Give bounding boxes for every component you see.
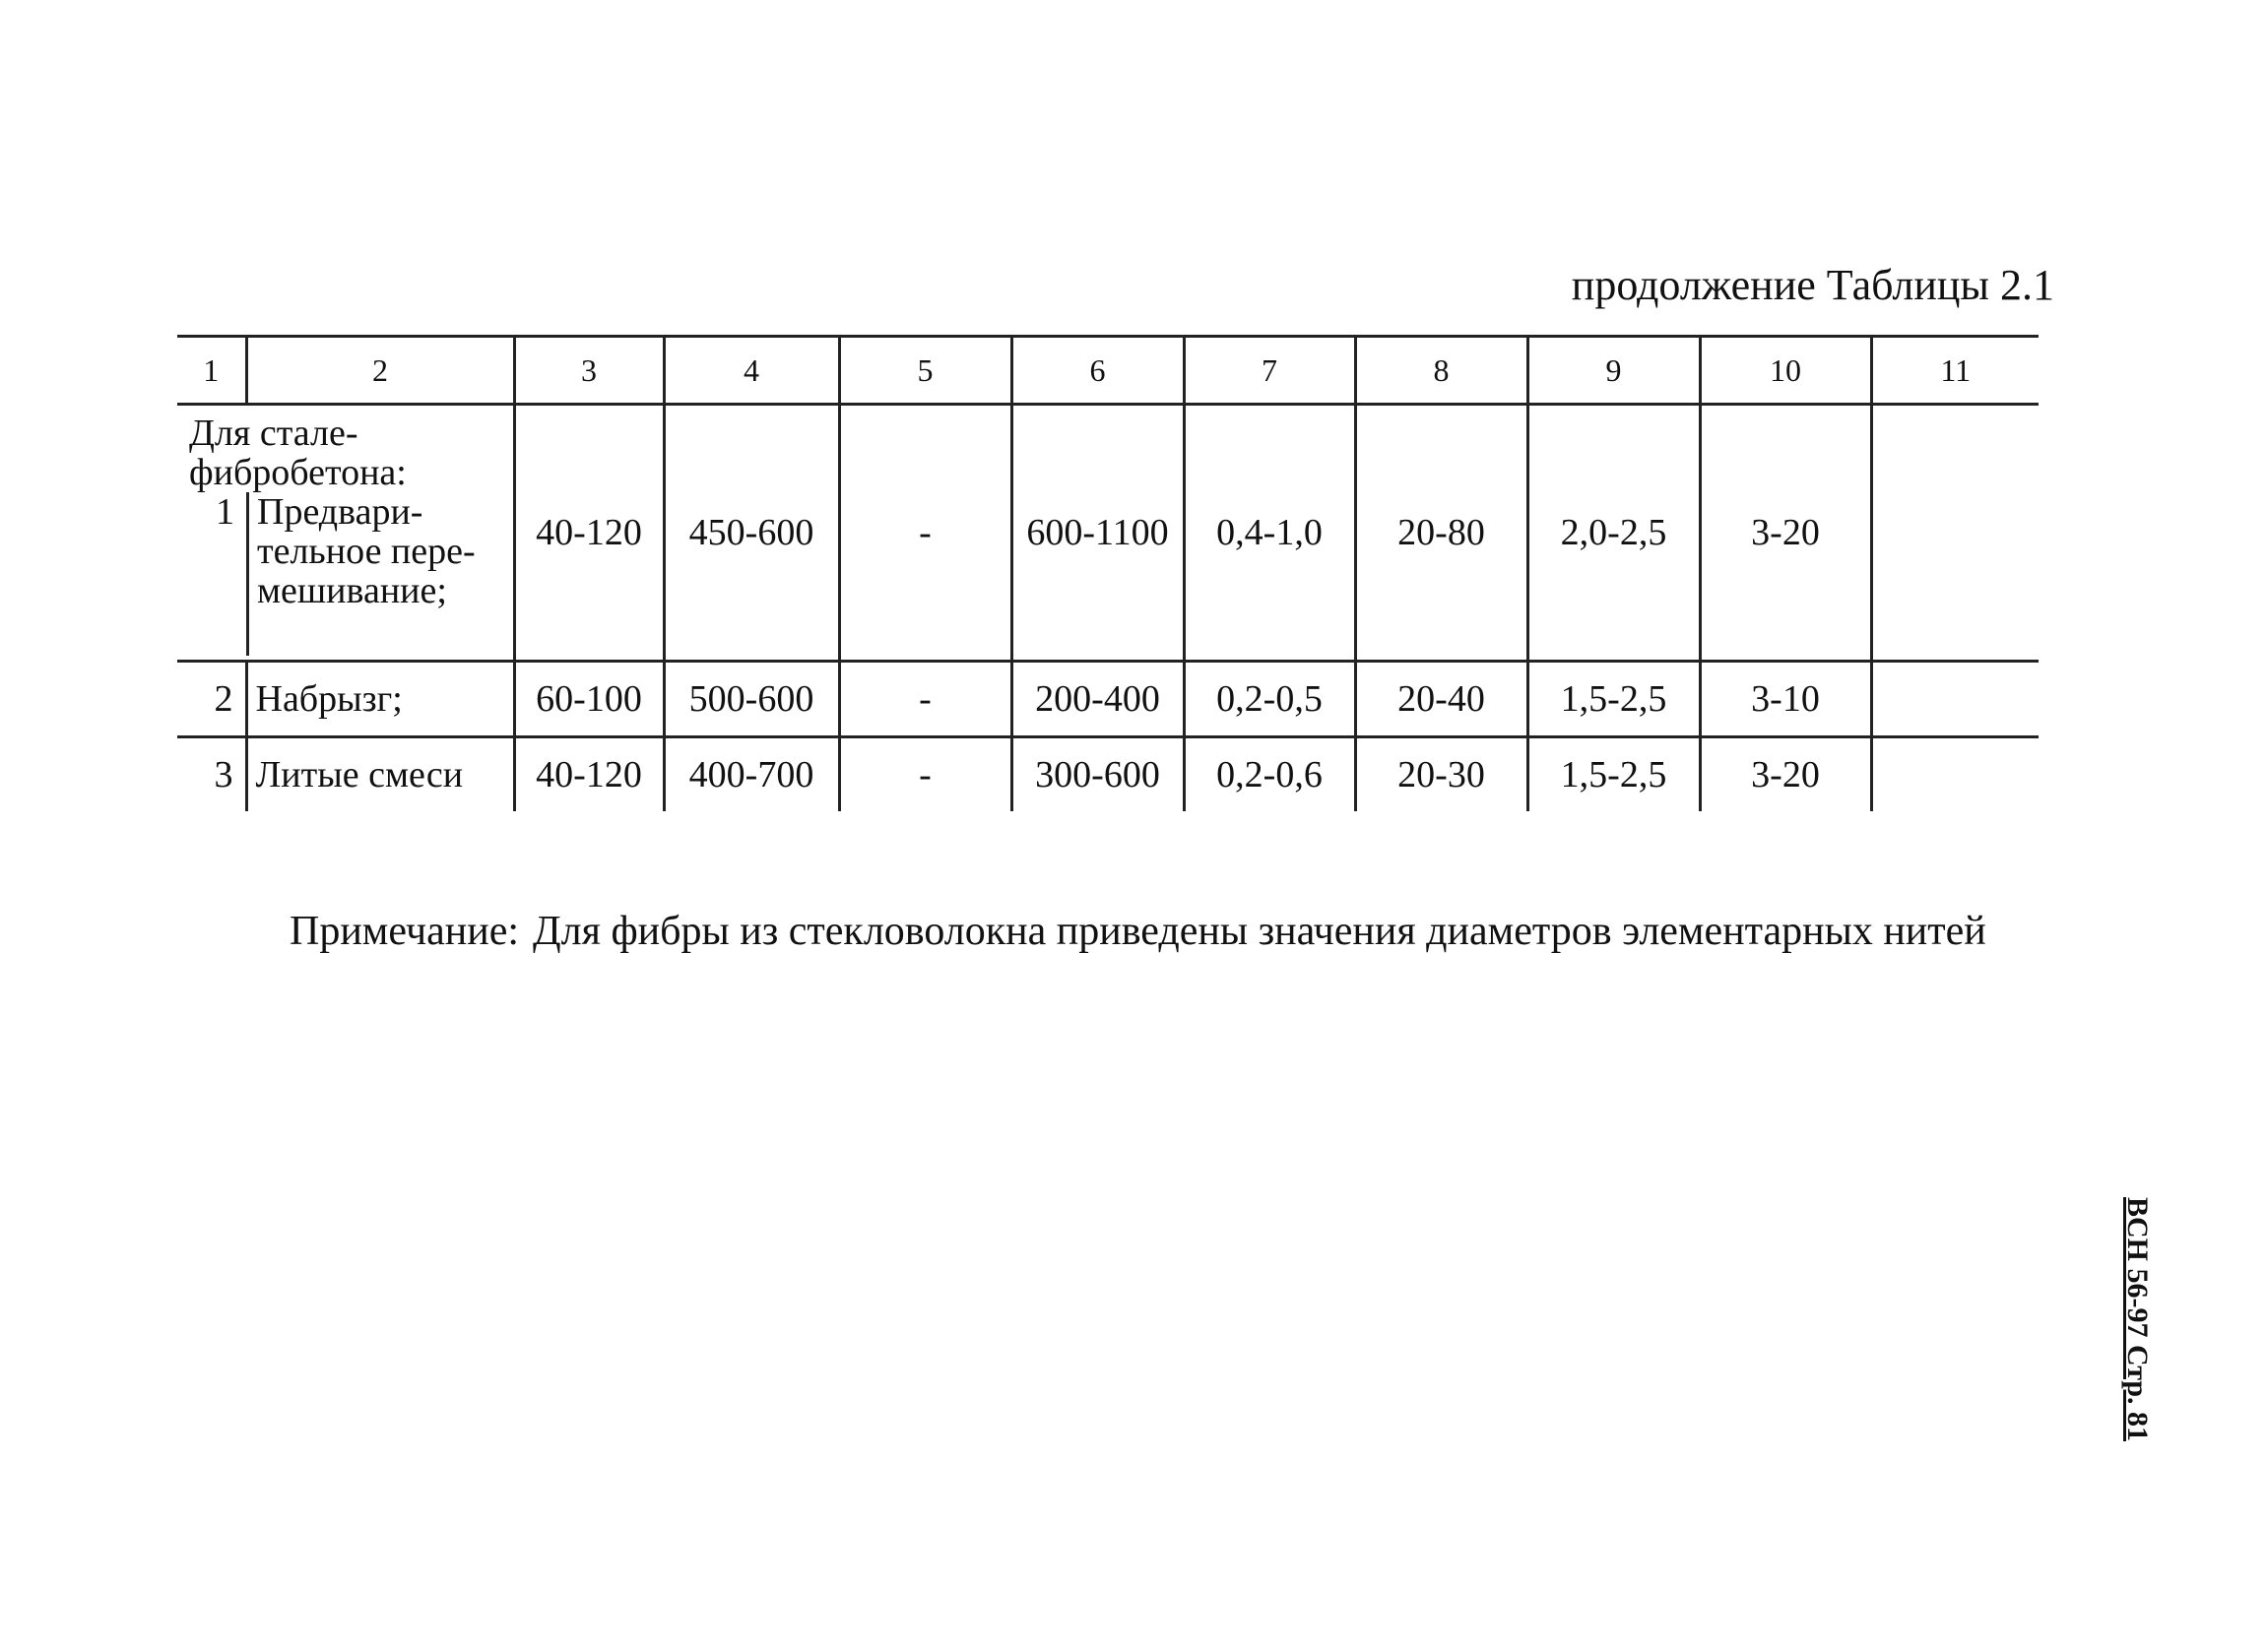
page-stamp-text: ВСН 56-97 Стр. 81: [2121, 1196, 2154, 1442]
cell-c10: 3-10: [1700, 662, 1871, 737]
cell-c9: 1,5-2,5: [1527, 737, 1700, 812]
page-stamp: [2107, 1196, 2167, 1442]
row-name: Литые смеси: [246, 737, 514, 812]
cell-c8: 20-80: [1355, 405, 1527, 662]
group-label: Для стале- фибробетона:: [189, 413, 407, 493]
cell-c9: 2,0-2,5: [1527, 405, 1700, 662]
cell-c6: 300-600: [1011, 737, 1184, 812]
cell-c4: 500-600: [664, 662, 839, 737]
col-header-1: 1: [177, 337, 246, 405]
col-header-11: 11: [1871, 337, 2039, 405]
note-text: Для фибры из стекловолокна приведены значения диаметров элементарных нитей: [533, 909, 1986, 954]
cell-c6: 600-1100: [1011, 405, 1184, 662]
row-1-label-cell: [177, 405, 514, 662]
col-header-5: 5: [839, 337, 1011, 405]
cell-c5: -: [839, 662, 1011, 737]
row-number: 3: [214, 754, 233, 795]
col-header-3: 3: [514, 337, 664, 405]
cell-c3: 40-120: [514, 737, 664, 812]
cell-c6: 200-400: [1011, 662, 1184, 737]
row-number: 2: [177, 662, 246, 737]
table-row: [177, 737, 2039, 812]
cell-c4: 450-600: [664, 405, 839, 662]
col-header-7: 7: [1184, 337, 1355, 405]
note-label: Примечание:: [290, 909, 520, 954]
cell-c8: 20-40: [1355, 662, 1527, 737]
table-header-row: [177, 337, 2039, 405]
row-number: 1: [216, 491, 234, 533]
cell-c10: 3-20: [1700, 737, 1871, 812]
col-header-2: 2: [246, 337, 514, 405]
col-header-9: 9: [1527, 337, 1700, 405]
cell-c5: -: [839, 405, 1011, 662]
row-name: Набрызг;: [246, 662, 514, 737]
cell-c7: 0,4-1,0: [1184, 405, 1355, 662]
table-row: [177, 662, 2039, 737]
data-table: [177, 335, 2039, 811]
col-header-8: 8: [1355, 337, 1527, 405]
cell-c11: [1871, 405, 2039, 662]
cell-c11: [1871, 737, 2039, 812]
table-continuation-caption: продолжение Таблицы 2.1: [1571, 261, 2054, 309]
cell-c3: 40-120: [514, 405, 664, 662]
table-note: [290, 906, 2042, 957]
cell-c4: 400-700: [664, 737, 839, 812]
table-row: [177, 405, 2039, 662]
row-name: Предвари- тельное пере- мешивание;: [246, 492, 513, 656]
cell-c7: 0,2-0,5: [1184, 662, 1355, 737]
col-header-10: 10: [1700, 337, 1871, 405]
cell-c7: 0,2-0,6: [1184, 737, 1355, 812]
cell-c5: -: [839, 737, 1011, 812]
cell-c9: 1,5-2,5: [1527, 662, 1700, 737]
cell-c11: [1871, 662, 2039, 737]
cell-c10: 3-20: [1700, 405, 1871, 662]
cell-c8: 20-30: [1355, 737, 1527, 812]
cell-c3: 60-100: [514, 662, 664, 737]
col-header-4: 4: [664, 337, 839, 405]
col-header-6: 6: [1011, 337, 1184, 405]
